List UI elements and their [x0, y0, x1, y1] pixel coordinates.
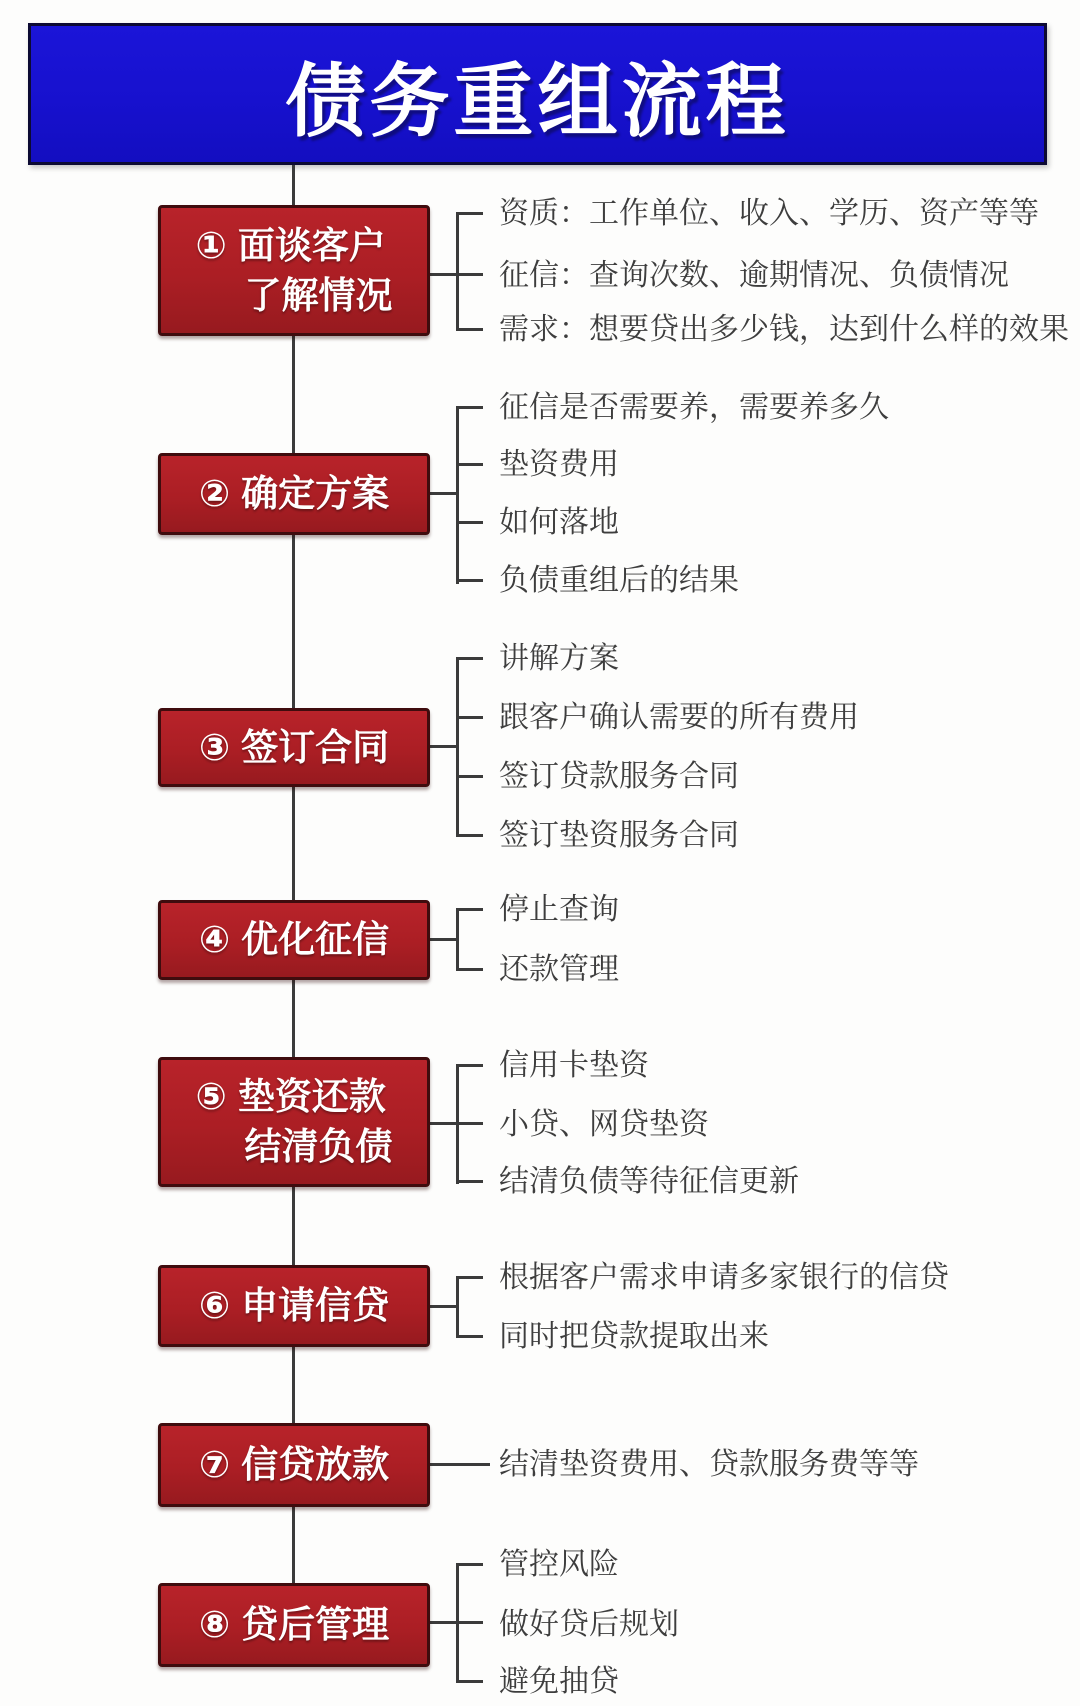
title-banner [28, 23, 1047, 165]
bracket-line [456, 1276, 459, 1338]
step-box-6-label [199, 1281, 389, 1331]
connector-line [428, 1122, 483, 1125]
branch-item: 还款管理 [499, 953, 619, 986]
stub-line [456, 579, 483, 582]
bracket-line [456, 657, 459, 837]
step-box-8 [158, 1583, 430, 1667]
step-box-6 [158, 1265, 430, 1347]
stub-line [456, 1335, 483, 1338]
stub-line [456, 968, 483, 971]
branch-item: 如何落地 [499, 506, 619, 539]
step-box-8-label [199, 1600, 389, 1650]
step-number: ⑤ [195, 1076, 227, 1118]
bracket-line [456, 406, 459, 584]
step-number: ⑥ [198, 1285, 231, 1327]
step-title: 信贷放款 [241, 1444, 390, 1486]
step-title: 面谈客户 [237, 224, 386, 266]
branch-item: 根据客户需求申请多家银行的信贷 [499, 1261, 949, 1294]
stub-line [456, 775, 483, 778]
stub-line [456, 1064, 483, 1067]
branch-item: 征信是否需要养，需要养多久 [499, 391, 889, 424]
step-title-line2: 结清负债 [244, 1126, 393, 1167]
step-title: 贷后管理 [241, 1604, 390, 1646]
branch-item: 信用卡垫资 [499, 1049, 649, 1082]
branch-item: 资质：工作单位、收入、学历、资产等等 [499, 197, 1039, 230]
step-number: ⑧ [198, 1604, 231, 1646]
step-box-2-label [199, 469, 389, 519]
stub-line [456, 406, 483, 409]
step-title: 垫资还款 [237, 1076, 386, 1118]
step-box-5 [158, 1057, 430, 1187]
step-box-4-label [199, 915, 389, 965]
stub-line [456, 657, 483, 660]
step-box-3 [158, 708, 430, 787]
flow-spine-line [292, 165, 295, 1583]
stub-line [456, 908, 483, 911]
step-box-4 [158, 900, 430, 980]
step-box-7-label [199, 1440, 389, 1490]
step-title: 确定方案 [241, 473, 390, 515]
step-title: 签订合同 [241, 726, 390, 768]
branch-item: 征信：查询次数、逾期情况、负债情况 [499, 259, 1009, 292]
connector-line [428, 1463, 490, 1466]
stub-line [456, 521, 483, 524]
page-title: 债务重组流程 [285, 56, 790, 146]
step-box-7 [158, 1423, 430, 1507]
branch-item: 跟客户确认需要的所有费用 [499, 701, 859, 734]
stub-line [456, 328, 483, 331]
connector-line [428, 273, 483, 276]
step-box-1-label [196, 221, 393, 320]
connector-line [428, 1621, 483, 1624]
step-number: ③ [198, 726, 231, 768]
connector-line [428, 1305, 459, 1308]
step-number: ① [195, 224, 227, 266]
branch-item: 同时把贷款提取出来 [499, 1320, 769, 1353]
step-box-3-label [199, 723, 389, 773]
step-title: 优化征信 [241, 919, 390, 961]
step-box-5-label [196, 1072, 393, 1171]
stub-line [456, 212, 483, 215]
branch-item: 停止查询 [499, 893, 619, 926]
stub-line [456, 1680, 483, 1683]
step-number: ② [198, 473, 231, 515]
stub-line [456, 1180, 483, 1183]
branch-item: 负债重组后的结果 [499, 564, 739, 597]
stub-line [456, 834, 483, 837]
stub-line [456, 1563, 483, 1566]
step-title: 申请信贷 [241, 1285, 390, 1327]
branch-item: 做好贷后规划 [499, 1608, 679, 1641]
connector-line [428, 492, 459, 495]
branch-item: 管控风险 [499, 1548, 619, 1581]
branch-item: 避免抽贷 [499, 1665, 619, 1698]
branch-item: 讲解方案 [499, 642, 619, 675]
step-title-line2: 了解情况 [244, 274, 393, 316]
branch-item: 垫资费用 [499, 448, 619, 481]
branch-item: 需求：想要贷出多少钱，达到什么样的效果 [499, 313, 1069, 346]
connector-line [428, 745, 459, 748]
branch-item: 结清负债等待征信更新 [499, 1165, 799, 1198]
branch-item: 签订贷款服务合同 [499, 760, 739, 793]
step-number: ⑦ [198, 1444, 231, 1486]
stub-line [456, 1276, 483, 1279]
branch-item: 小贷、网贷垫资 [499, 1108, 709, 1141]
branch-item: 签订垫资服务合同 [499, 819, 739, 852]
step-box-1 [158, 205, 430, 336]
stub-line [456, 463, 483, 466]
bracket-line [456, 908, 459, 971]
step-number: ④ [198, 919, 231, 961]
branch-item: 结清垫资费用、贷款服务费等等 [499, 1448, 919, 1481]
stub-line [456, 716, 483, 719]
bracket-line [456, 212, 459, 331]
step-box-2 [158, 453, 430, 535]
connector-line [428, 938, 459, 941]
